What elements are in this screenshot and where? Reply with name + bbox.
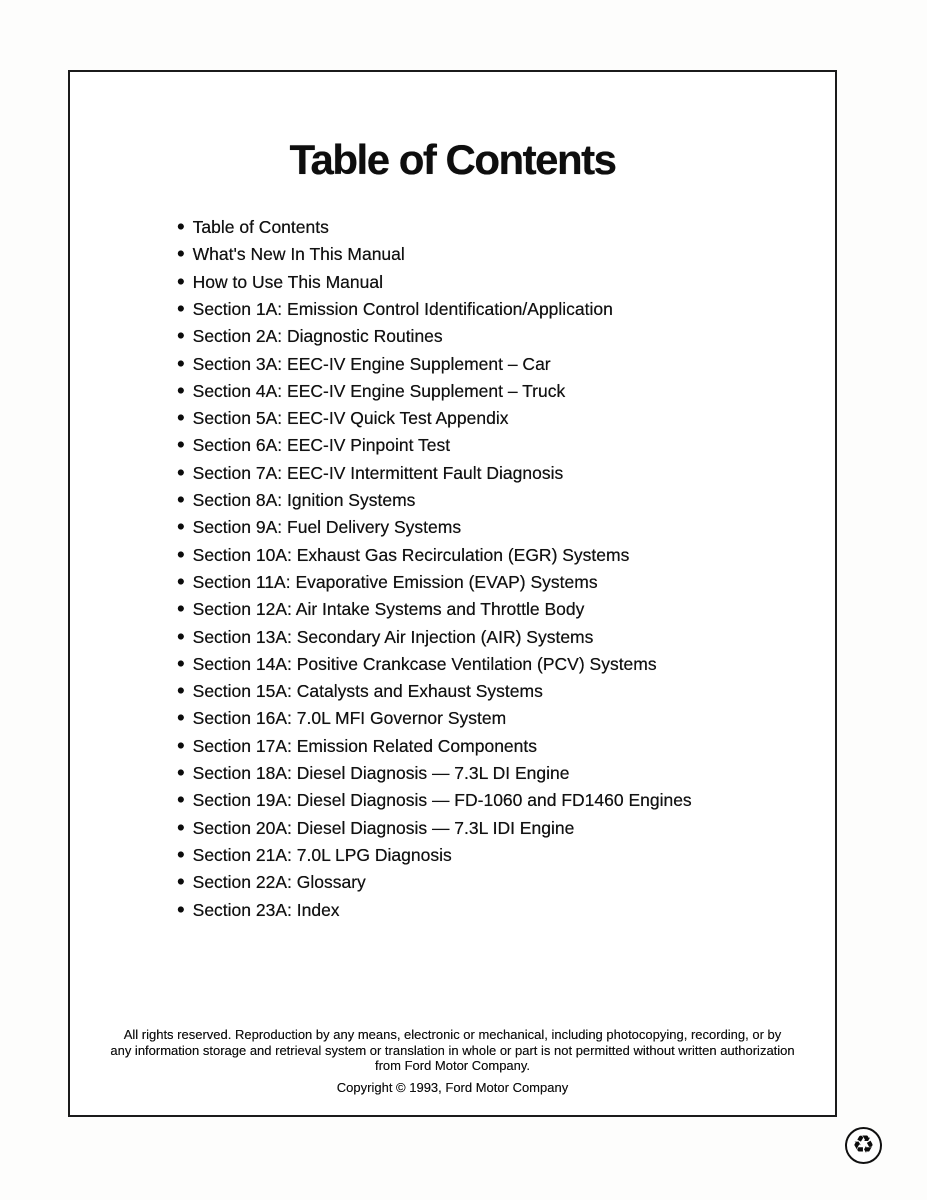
toc-item-section-5a: • Section 5A: EEC-IV Quick Test Appendix	[177, 405, 835, 432]
toc-item-section-6a: • Section 6A: EEC-IV Pinpoint Test	[177, 432, 835, 459]
toc-item-table-of-contents: • Table of Contents	[177, 214, 835, 241]
toc-item-section-2a: • Section 2A: Diagnostic Routines	[177, 323, 835, 350]
toc-item-section-20a: • Section 20A: Diesel Diagnosis — 7.3L IDI Engine	[177, 815, 835, 842]
toc-item-section-19a: • Section 19A: Diesel Diagnosis — FD-1060 and FD1460 Engines	[177, 787, 835, 814]
toc-item-section-7a: • Section 7A: EEC-IV Intermittent Fault Diagnosis	[177, 460, 835, 487]
recycle-glyph: ♻	[852, 1130, 875, 1159]
toc-item-section-4a: • Section 4A: EEC-IV Engine Supplement – Truck	[177, 378, 835, 405]
toc-item-whats-new: • What's New In This Manual	[177, 241, 835, 268]
toc-list	[70, 214, 835, 924]
toc-item-section-11a: • Section 11A: Evaporative Emission (EVAP) Systems	[177, 569, 835, 596]
toc-item-section-21a: • Section 21A: 7.0L LPG Diagnosis	[177, 842, 835, 869]
toc-item-section-10a: • Section 10A: Exhaust Gas Recirculation (EGR) Systems	[177, 542, 835, 569]
recycle-icon	[845, 1127, 882, 1164]
rights-line-2: any information storage and retrieval system or translation in whole or part is not permitted without written authorization	[110, 1042, 795, 1058]
toc-item-section-18a: • Section 18A: Diesel Diagnosis — 7.3L DI Engine	[177, 760, 835, 787]
copyright-notice	[85, 1027, 820, 1095]
content-border-box	[68, 70, 837, 1117]
toc-item-section-13a: • Section 13A: Secondary Air Injection (AIR) Systems	[177, 624, 835, 651]
page-title: Table of Contents	[289, 136, 616, 183]
toc-item-how-to-use: • How to Use This Manual	[177, 269, 835, 296]
rights-line-1: All rights reserved. Reproduction by any means, electronic or mechanical, including photocopying, recording, or by	[123, 1027, 782, 1042]
toc-item-section-23a: • Section 23A: Index	[177, 897, 835, 924]
toc-item-section-17a: • Section 17A: Emission Related Components	[177, 733, 835, 760]
toc-item-section-22a: • Section 22A: Glossary	[177, 869, 835, 896]
toc-item-section-14a: • Section 14A: Positive Crankcase Ventilation (PCV) Systems	[177, 651, 835, 678]
toc-item-section-15a: • Section 15A: Catalysts and Exhaust Systems	[177, 678, 835, 705]
toc-item-section-12a: • Section 12A: Air Intake Systems and Throttle Body	[177, 596, 835, 623]
copyright-line: Copyright © 1993, Ford Motor Company	[336, 1079, 569, 1095]
toc-item-section-16a: • Section 16A: 7.0L MFI Governor System	[177, 705, 835, 732]
toc-item-section-8a: • Section 8A: Ignition Systems	[177, 487, 835, 514]
toc-item-section-9a: • Section 9A: Fuel Delivery Systems	[177, 514, 835, 541]
rights-line-3: from Ford Motor Company.	[374, 1058, 531, 1073]
toc-item-section-3a: • Section 3A: EEC-IV Engine Supplement – Car	[177, 351, 835, 378]
toc-item-section-1a: • Section 1A: Emission Control Identification/Application	[177, 296, 835, 323]
